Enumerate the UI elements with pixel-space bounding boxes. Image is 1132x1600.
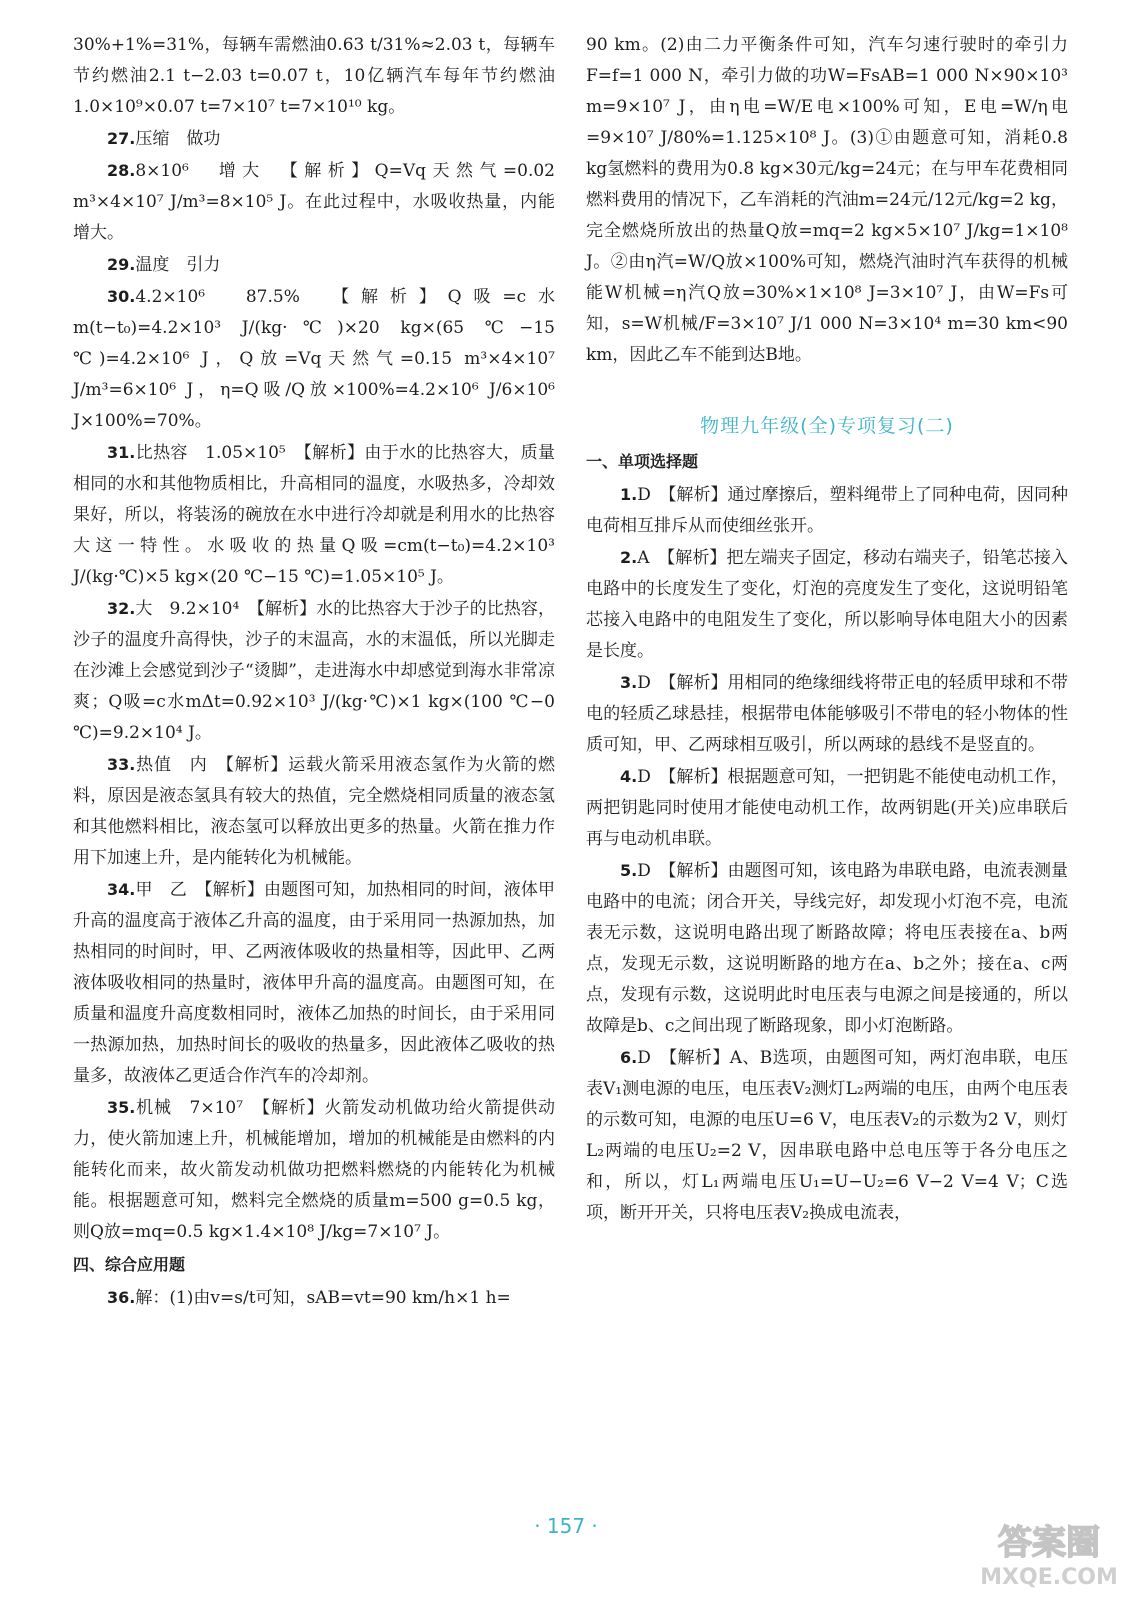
answer-text: 比热容 1.05×10⁵ 【解析】由于水的比热容大，质量相同的水和其他物质相比，升高相同的温度，水吸热多，冷却效果好，所以，将装汤的碗放在水中进行冷却就是利用水的比热容大这一特性。水吸收的热量Q吸=cm(t−t₀)=4.2×10³ J/(kg·℃)×5 kg×(20 ℃−15 ℃)=1.05×10⁵ J。 xyxy=(73,443,555,587)
answer-27 xyxy=(73,123,555,155)
answer-text: 大 9.2×10⁴ 【解析】水的比热容大于沙子的比热容，沙子的温度升高得快，沙子的末温高，水的末温低，所以光脚走在沙滩上会感觉到沙子“烫脚”，走进海水中却感觉到海水非常凉爽；Q吸=c水mΔt=0.92×10³ J/(kg·℃)×1 kg×(100 ℃−0 ℃)=9.2×10⁴ J。 xyxy=(73,599,555,743)
watermark-top-text: 答案圈 xyxy=(998,1523,1100,1563)
answer-2 xyxy=(586,542,1068,667)
answer-5 xyxy=(586,855,1068,1042)
answer-31 xyxy=(73,437,555,593)
answer-33 xyxy=(73,749,555,874)
answer-text: 解：(1)由v=s/t可知，sAB=vt=90 km/h×1 h= xyxy=(135,1288,511,1308)
question-number: 31. xyxy=(107,443,136,462)
question-number: 35. xyxy=(107,1098,136,1117)
answer-text: D 【解析】用相同的绝缘细线将带正电的轻质甲球和不带电的轻质乙球悬挂，根据带电体能够吸引不带电的轻小物体的性质可知，甲、乙两球相互吸引，所以两球的悬线不是竖直的。 xyxy=(586,673,1068,755)
question-number: 34. xyxy=(107,880,136,899)
question-number: 29. xyxy=(107,255,136,274)
answer-text: 8×10⁶ 增大 【解析】Q=Vq天然气=0.02 m³×4×10⁷ J/m³=8×10⁵ J。在此过程中，水吸收热量，内能增大。 xyxy=(73,161,555,243)
question-number: 36. xyxy=(107,1288,136,1307)
page-number: · 157 · xyxy=(534,1514,598,1538)
answer-text: D 【解析】通过摩擦后，塑料绳带上了同种电荷，因同种电荷相互排斥从而使细丝张开。 xyxy=(586,485,1068,536)
answer-1 xyxy=(586,479,1068,542)
answer-text: D 【解析】A、B选项，由题图可知，两灯泡串联，电压表V₁测电源的电压，电压表V₂测灯L₂两端的电压，由两个电压表的示数可知，电源的电压U=6 V，电压表V₂的示数为2 V，则灯L₂两端的电压U₂=2 V，因串联电路中总电压等于各分电压之和，所以，灯L₁两端电压U₁=U−U₂=6 V−2 V=4 V；C选项，断开开关，只将电压表V₂换成电流表， xyxy=(586,1048,1068,1223)
answer-3 xyxy=(586,667,1068,761)
answer-text: D 【解析】由题图可知，该电路为串联电路，电流表测量电路中的电流；闭合开关，导线完好，却发现小灯泡不亮，电流表无示数，这说明电路出现了断路故障；将电压表接在a、b两点，发现无示数，这说明断路的地方在a、b之外；接在a、c两点，发现有示数，这说明此时电压表与电源之间是接通的，所以故障是b、c之间出现了断路现象，即小灯泡断路。 xyxy=(586,861,1068,1036)
right-column xyxy=(586,30,1068,1229)
answer-text: A 【解析】把左端夹子固定，移动右端夹子，铅笔芯接入电路中的长度发生了变化，灯泡的亮度发生了变化，这说明铅笔芯接入电路中的电阻发生了变化，所以影响导体电阻大小的因素是长度。 xyxy=(586,548,1068,661)
paragraph-continuation xyxy=(73,30,555,123)
question-number: 27. xyxy=(107,129,136,148)
answer-34 xyxy=(73,874,555,1092)
answer-28 xyxy=(73,155,555,249)
answer-text: 温度 引力 xyxy=(135,255,221,275)
left-column xyxy=(73,30,555,1314)
answer-35 xyxy=(73,1092,555,1248)
question-number: 2. xyxy=(620,548,638,567)
answer-text: 4.2×10⁶ 87.5% 【解析】Q吸=c水m(t−t₀)=4.2×10³ J/(kg·℃)×20 kg×(65 ℃−15 ℃)=4.2×10⁶ J，Q放=Vq天然气=0.15 m³×4×10⁷ J/m³=6×10⁶ J，η=Q吸/Q放×100%=4.2×10⁶ J/6×10⁶ J×100%=70%。 xyxy=(73,287,555,431)
answer-32 xyxy=(73,593,555,749)
question-number: 32. xyxy=(107,599,136,618)
question-number: 33. xyxy=(107,755,136,774)
answer-4 xyxy=(586,761,1068,855)
question-number: 5. xyxy=(620,861,638,880)
question-number: 1. xyxy=(620,485,638,504)
answer-36-continuation: 90 km。(2)由二力平衡条件可知，汽车匀速行驶时的牵引力F=f=1 000 N，牵引力做的功W=FsAB=1 000 N×90×10³ m=9×10⁷ J，由η电=W/E电×100%可知，E电=W/η电=9×10⁷ J/80%=1.125×10⁸ J。(3)①由题意可知，消耗0.8 kg氢燃料的费用为0.8 kg×30元/kg=24元；在与甲车花费相同燃料费用的情况下，乙车消耗的汽油m=24元/12元/kg=2 kg，完全燃烧所放出的热量Q放=mq=2 kg×5×10⁷ J/kg=1×10⁸ J。②由η汽=W/Q放×100%可知，燃烧汽油时汽车获得的机械能W机械=η汽Q放=30%×1×10⁸ J=3×10⁷ J，由W=Fs可知，s=W机械/F=3×10⁷ J/1 000 N=3×10⁴ m=30 km<90 km，因此乙车不能到达B地。 xyxy=(586,35,1068,365)
question-number: 30. xyxy=(107,287,136,306)
watermark-bottom-text: MXQE.COM xyxy=(980,1565,1118,1590)
question-number: 4. xyxy=(620,767,638,786)
answer-29 xyxy=(73,249,555,281)
answer-30 xyxy=(73,281,555,437)
answer-text: 机械 7×10⁷ 【解析】火箭发动机做功给火箭提供动力，使火箭加速上升，机械能增加，增加的机械能是由燃料的内能转化而来，故火箭发动机做功把燃料燃烧的内能转化为机械能。根据题意可知，燃料完全燃烧的质量m=500 g=0.5 kg，则Q放=mq=0.5 kg×1.4×10⁸ J/kg=7×10⁷ J。 xyxy=(73,1098,555,1242)
answer-text: D 【解析】根据题意可知，一把钥匙不能使电动机工作，两把钥匙同时使用才能使电动机工作，故两钥匙(开关)应串联后再与电动机串联。 xyxy=(586,767,1068,849)
answer-6 xyxy=(586,1042,1068,1229)
paragraph-text: 30%+1%=31%，每辆车需燃油0.63 t/31%≈2.03 t，每辆车节约燃油2.1 t−2.03 t=0.07 t，10亿辆汽车每年节约燃油1.0×10⁹×0.07 t=7×10⁷ t=7×10¹⁰ kg。 xyxy=(73,35,555,117)
section-title-single-choice: 一、单项选择题 xyxy=(586,452,699,471)
answer-36 xyxy=(73,1282,555,1314)
answer-text: 压缩 做功 xyxy=(135,129,221,149)
question-number: 6. xyxy=(620,1048,638,1067)
section-title-comprehensive: 四、综合应用题 xyxy=(73,1255,186,1274)
chapter-heading: 物理九年级(全)专项复习(二) xyxy=(700,415,954,437)
answer-text: 甲 乙 【解析】由题图可知，加热相同的时间，液体甲升高的温度高于液体乙升高的温度，由于采用同一热源加热，加热相同的时间时，甲、乙两液体吸收的热量相等，因此甲、乙两液体吸收相同的热量时，液体甲升高的温度高。由题图可知，在质量和温度升高度数相同时，液体乙加热的时间长，由于采用同一热源加热，加热时间长的吸收的热量多，因此液体乙吸收的热量多，故液体乙更适合作汽车的冷却剂。 xyxy=(73,880,555,1086)
answer-text: 热值 内 【解析】运载火箭采用液态氢作为火箭的燃料，原因是液态氢具有较大的热值，完全燃烧相同质量的液态氢和其他燃料相比，液态氢可以释放出更多的热量。火箭在推力作用下加速上升，是内能转化为机械能。 xyxy=(73,755,555,868)
question-number: 28. xyxy=(107,161,136,180)
question-number: 3. xyxy=(620,673,638,692)
watermark-logo xyxy=(974,1514,1124,1592)
